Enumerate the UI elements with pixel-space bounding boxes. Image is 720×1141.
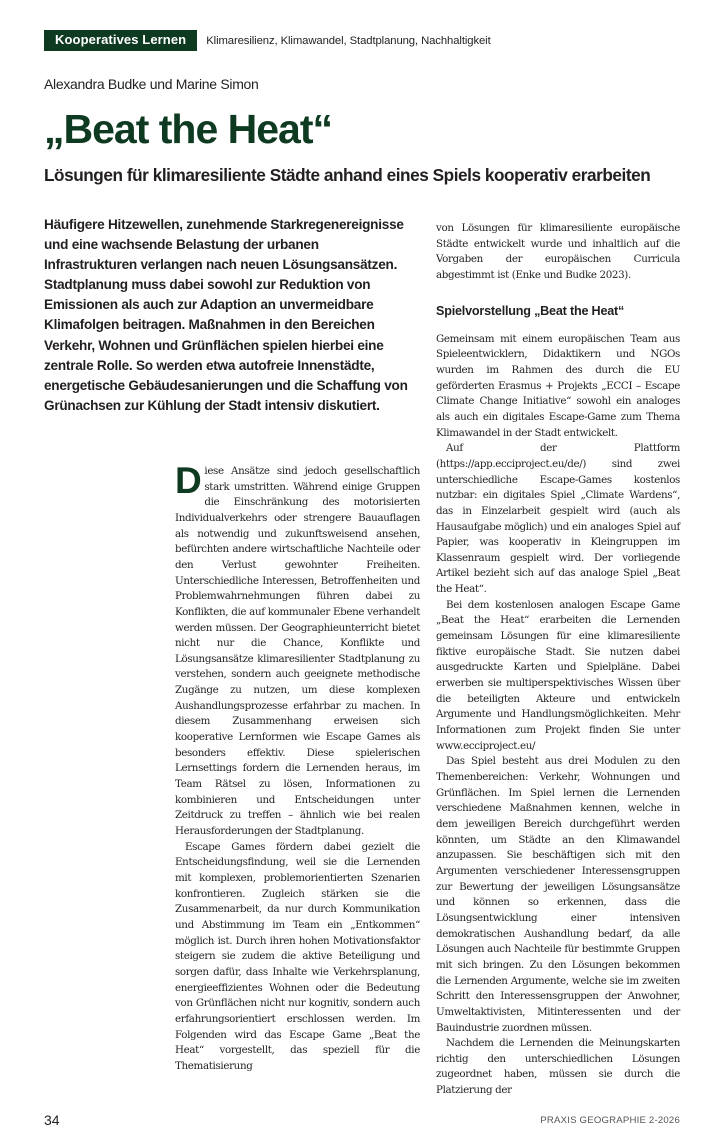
article-subtitle: Lösungen für klimaresiliente Städte anhand eines Spiels kooperativ erarbeiten <box>44 165 651 185</box>
body-paragraph: Gemeinsam mit einem europäischen Team aus Spieleentwicklern, Didaktikern und NGOs wurden im Rahmen des durch die EU geförderten Erasmus + Projekts „ECCI – Escape Climate Change Initiative“ sowohl ein analoges als auch ein digitales Escape-Game zum Thema Klimawandel in der Stadt entwickelt. <box>436 332 680 439</box>
body-paragraph: Das Spiel besteht aus drei Modulen zu den Themenbereichen: Verkehr, Wohnungen und Grünflächen. Im Spiel lernen die Lernenden verschiedene Maßnahmen kennen, welche in dem jeweiligen Bereich durchgeführt werden könnten, um Städte an den Klimawandel anzupassen. Sie beschäftigen sich mit den Argumenten verschiedener Interessensgruppen zur Bewertung der jeweiligen Lösungsansätze und können so erkennen, dass die Lösungsentwicklung einer intensiven demokratischen Aushandlung bedarf, da alle Lösungen auch Nachteile für bestimmte Gruppen mit sich bringen. Zu den Lösungen bekommen die Lernenden Argumente, welche sie im zweiten Schritt den Interessensgruppen der Anwohner, Umweltaktivisten, Mitinteressenten und der Bauindustrie zuordnen müssen. <box>436 755 680 1034</box>
body-paragraph: Bei dem kostenlosen analogen Escape Game „Beat the Heat“ erarbeiten die Lernenden gemeinsam Lösungen für eine klimaresiliente fiktive europäische Stadt. Sie nutzen dabei ausgedruckte Karten und Spielpläne. Dabei erwerben sie multiperspektivisches Wissen über die beteiligten Akteure und entwickeln Argumente und Handlungsmöglichkeiten. Mehr Informationen zum Projekt finden Sie unter www.ecciproject.eu/ <box>436 598 680 752</box>
page-number: 34 <box>44 1112 60 1128</box>
section-heading: Spielvorstellung „Beat the Heat“ <box>436 303 625 318</box>
body-paragraph <box>175 459 420 840</box>
authors: Alexandra Budke und Marine Simon <box>44 76 259 92</box>
right-column <box>436 221 680 1099</box>
body-paragraph: von Lösungen für klimaresiliente europäische Städte entwickelt wurde und inhaltlich auf die Vorgaben der europäischen Curricula abgestimmt ist (Enke und Budke 2023). <box>436 222 680 281</box>
left-stack <box>44 215 420 1075</box>
journal-name: PRAXIS GEOGRAPHIE 2-2026 <box>540 1115 680 1126</box>
category-badge: Kooperatives Lernen <box>44 30 197 51</box>
body-paragraph: Escape Games fördern dabei gezielt die Entscheidungsfindung, weil sie die Lernenden mit komplexen, problemorientierten Szenarien konfrontieren. Zugleich stärken sie die Zusammenarbeit, da nur durch Kommunikation und Abstimmung im Team ein „Entkommen“ möglich ist. Durch ihren hohen Motivationsfaktor steigern sie zudem die aktive Beteiligung und sorgen dafür, dass Inhalte wie Verkehrsplanung, energieeffizientes Wohnen oder die Bedeutung von Grünflächen nicht nur kognitiv, sondern auch erfahrungsorientiert erschlossen werden. Im Folgenden wird das Escape Game „Beat the Heat“ vorgestellt, das speziell für die Thematisierung <box>175 840 420 1072</box>
body-paragraph-text: iese Ansätze sind jedoch gesellschaftlich stark umstritten. Während einige Gruppen die Einschränkung des motorisierten Individualverkehrs oder strengere Bauauflagen als notwendig und zukunftsweisend ansehen, befürchten andere wirtschaftliche Nachteile oder den Verlust gewohnter Freiheiten. Unterschiedliche Interessen, Betroffenheiten und Problemwahrnehmungen führen dabei zu Konflikten, die auf kommunaler Ebene verhandelt werden müssen. Der Geographieunterricht bietet nicht nur die Chance, Konflikte und Lösungsansätze klimaresilienter Stadtplanung zu verstehen, sondern auch geeignete methodische Zugänge zu nutzen, um diese komplexen Aushandlungsprozesse erfahrbar zu machen. In diesem Zusammenhang erweisen sich kooperative Lernformen wie Escape Games als besonders effektiv. Diese spielerischen Lernsettings fordern die Lernenden heraus, im Team Rätsel zu lösen, Informationen zu kombinieren und Entscheidungen unter Zeitdruck zu treffen – ähnlich wie bei realen Herausforderungen der Stadtplanung. <box>175 464 420 838</box>
article-title: „Beat the Heat“ <box>44 106 333 152</box>
drop-cap: D <box>175 459 202 501</box>
body-paragraph: Auf der Plattform (https://app.ecciproject.eu/de/) sind zwei unterschiedliche Escape-Games kostenlos nutzbar: ein digitales Spiel „Climate Wardens“, das in Einzelarbeit gespielt wird (auch als Hausaufgabe möglich) und ein analoges Spiel auf Papier, was kooperativ in Kleingruppen im Klassenraum gespielt wird. Der vorliegende Artikel bezieht sich auf das analoge Spiel „Beat the Heat“. <box>436 442 680 596</box>
middle-column <box>175 459 420 1075</box>
header-bar <box>44 30 491 51</box>
keywords: Klimaresilienz, Klimawandel, Stadtplanung, Nachhaltigkeit <box>206 34 491 47</box>
lead-paragraph: Häufigere Hitzewellen, zunehmende Starkregenereignisse und eine wachsende Belastung der urbanen Infrastrukturen verlangen nach neuen Lösungsansätzen. Stadtplanung muss dabei sowohl zur Reduktion von Emissionen als auch zur Adaption an unvermeidbare Klimafolgen beitragen. Maßnahmen in den Bereichen Verkehr, Wohnen und Grünflächen spielen hierbei eine zentrale Rolle. So werden etwa autofreie Innenstädte, energetische Gebäudesanierungen und die Schaffung von Grünachsen zur Kühlung der Stadt intensiv diskutiert. <box>44 217 408 413</box>
body-paragraph: Nachdem die Lernenden die Meinungskarten richtig den unterschiedlichen Lösungen zugeordnet haben, müssen sie durch die Platzierung der <box>436 1037 680 1097</box>
